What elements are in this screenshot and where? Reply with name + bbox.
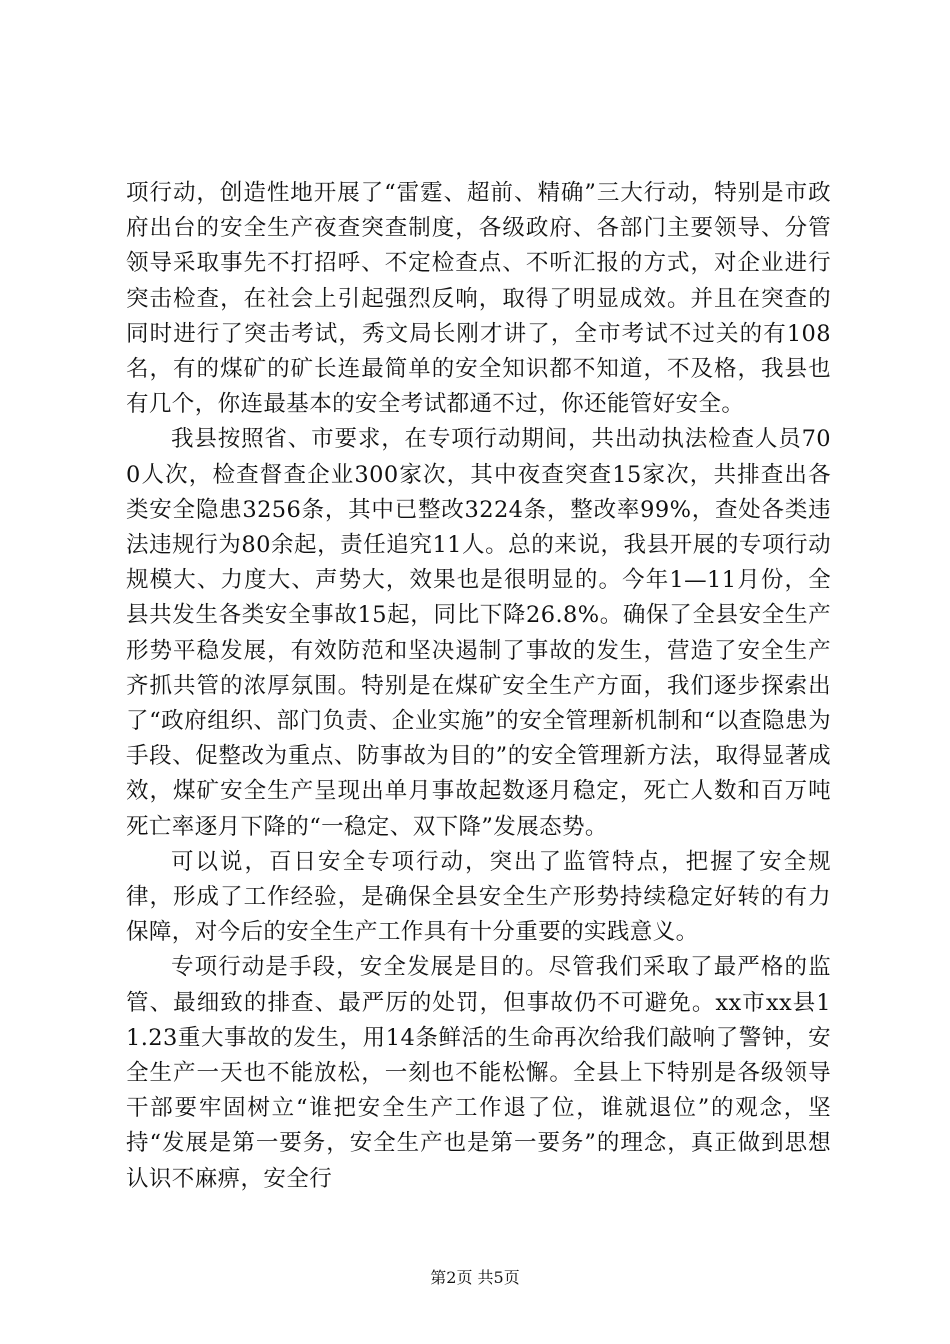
paragraph-4: 专项行动是手段，安全发展是目的。尽管我们采取了最严格的监管、最细致的排查、最严厉的处罚，但事故仍不可避免。xx市xx县11.23重大事故的发生，用14条鲜活的生命再次给我们敲响了警钟，安全生产一天也不能放松，一刻也不能松懈。全县上下特别是各级领导干部要牢固树立“谁把安全生产工作退了位，谁就退位”的观念，坚持“发展是第一要务，安全生产也是第一要务”的理念，真正做到思想认识不麻痹，安全行	[126, 954, 831, 1192]
document-body	[126, 176, 831, 1197]
paragraph-3: 可以说，百日安全专项行动，突出了监管特点，把握了安全规律，形成了工作经验，是确保全县安全生产形势持续稳定好转的有力保障，对今后的安全生产工作具有十分重要的实践意义。	[126, 848, 831, 946]
paragraph-2: 我县按照省、市要求，在专项行动期间，共出动执法检查人员700人次，检查督查企业300家次，其中夜查突查15家次，共排查出各类安全隐患3256条，其中已整改3224条，整改率99%，查处各类违法违规行为80余起，责任追究11人。总的来说，我县开展的专项行动规模大、力度大、声势大，效果也是很明显的。今年1—11月份，全县共发生各类安全事故15起，同比下降26.8%。确保了全县安全生产形势平稳发展，有效防范和坚决遏制了事故的发生，营造了安全生产齐抓共管的浓厚氛围。特别是在煤矿安全生产方面，我们逐步探索出了“政府组织、部门负责、企业实施”的安全管理新机制和“以查隐患为手段、促整改为重点、防事故为目的”的安全管理新方法，取得显著成效，煤矿安全生产呈现出单月事故起数逐月稳定，死亡人数和百万吨死亡率逐月下降的“一稳定、双下降”发展态势。	[126, 426, 831, 840]
page-number: 第2页 共5页	[430, 1268, 520, 1287]
page-footer	[0, 1268, 950, 1288]
paragraph-1: 项行动，创造性地开展了“雷霆、超前、精确”三大行动，特别是市政府出台的安全生产夜查突查制度，各级政府、各部门主要领导、分管领导采取事先不打招呼、不定检查点、不听汇报的方式，对企业进行突击检查，在社会上引起强烈反响，取得了明显成效。并且在突查的同时进行了突击考试，秀文局长刚才讲了，全市考试不过关的有108名，有的煤矿的矿长连最简单的安全知识都不知道，不及格，我县也有几个，你连最基本的安全考试都通不过，你还能管好安全。	[126, 180, 831, 418]
